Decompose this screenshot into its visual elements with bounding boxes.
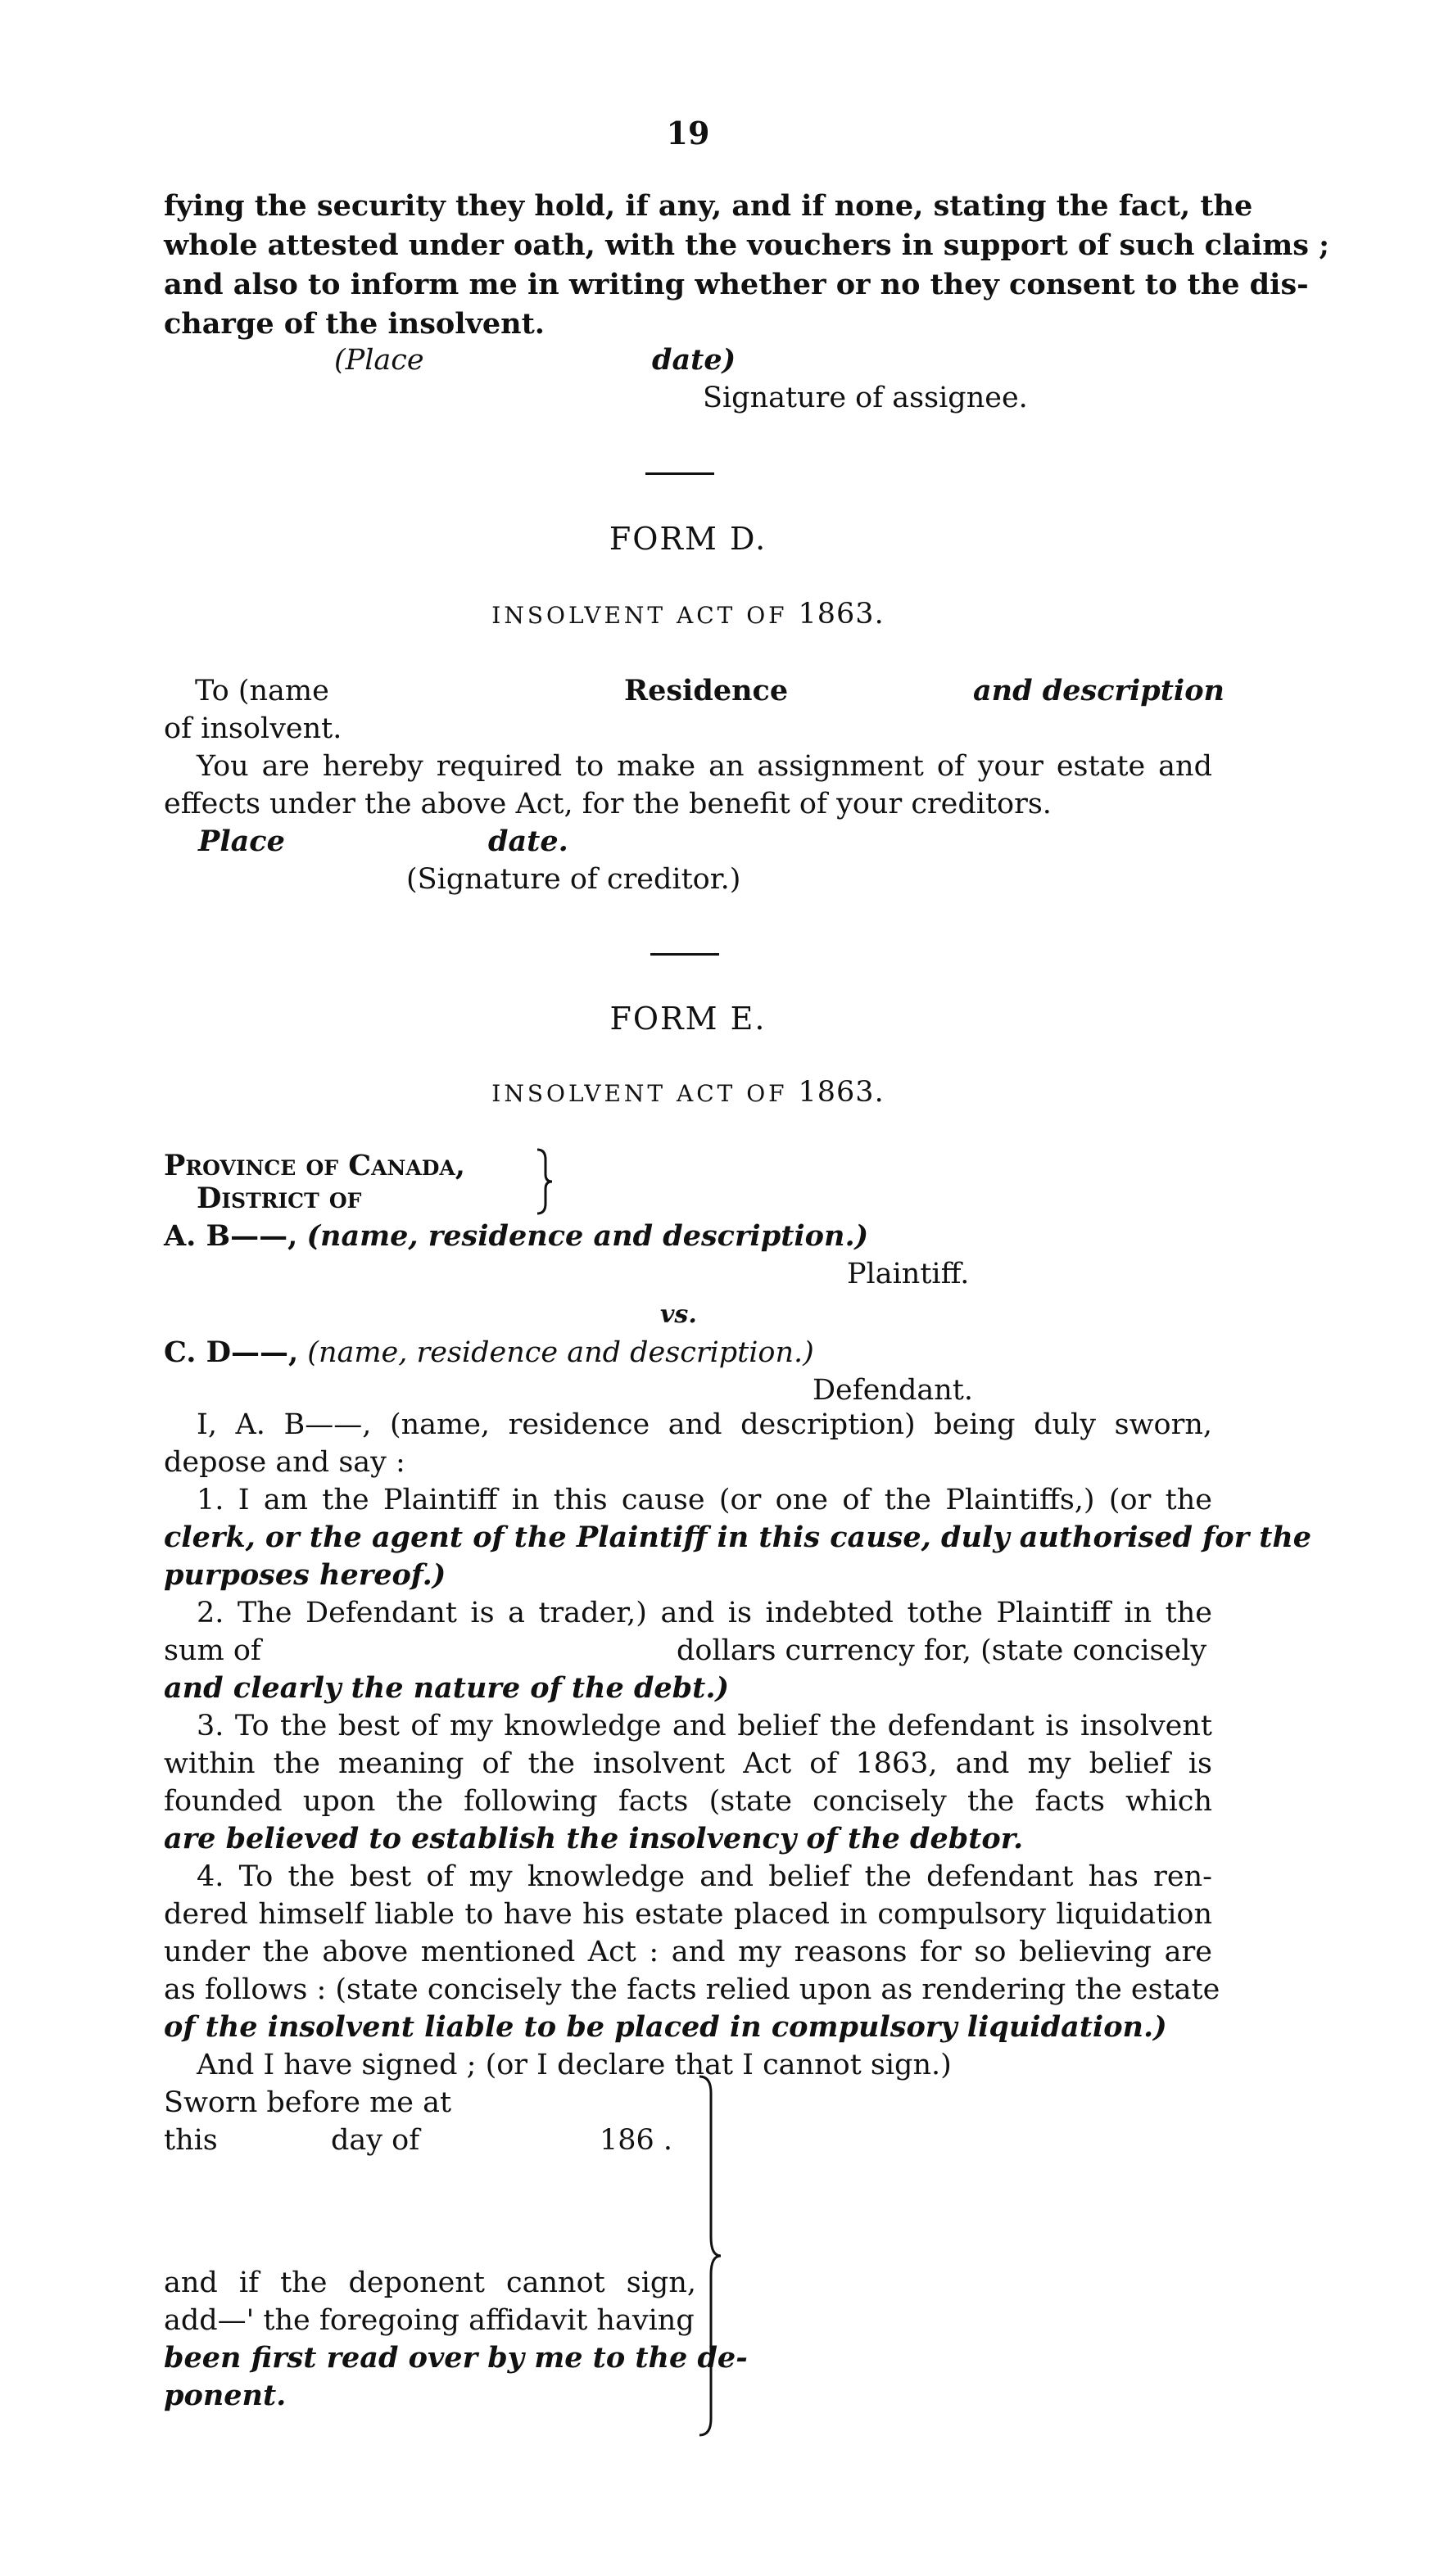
form-e-title: FORM E.: [609, 1001, 767, 1037]
jurat-year: 186 .: [600, 2124, 673, 2157]
form-d-title: FORM D.: [609, 521, 767, 557]
form-e-p2-sum-of: sum of: [164, 1634, 261, 1667]
form-e-p4-line-1: 4. To the best of my knowledge and belief the defendant has ren-: [197, 1860, 1212, 1893]
form-e-p4-line-5: of the insolvent liable to be placed in compulsory liquidation.): [164, 2010, 1167, 2044]
form-e-p2-line-1: 2. The Defendant is a trader,) and is indebted tothe Plaintiff in the: [197, 1597, 1212, 1629]
form-e-p4-line-2: dered himself liable to have his estate placed in compulsory liquidation: [164, 1898, 1212, 1931]
form-d-residence-label: Residence: [624, 674, 789, 707]
jurat-day-of: day of: [331, 2124, 420, 2157]
intro-signature: Signature of assignee.: [703, 382, 1028, 414]
form-e-p2-dollars: dollars currency for, (state concisely: [677, 1634, 1207, 1667]
form-d-act-label: INSOLVENT ACT OF: [491, 602, 788, 629]
form-e-p1-line-1: 1. I am the Plaintiff in this cause (or one of the Plaintiffs,) (or the: [197, 1484, 1212, 1516]
form-d-of-insolvent: of insolvent.: [164, 712, 342, 745]
intro-place-label: (Place: [334, 344, 424, 377]
caption-brace: [534, 1148, 554, 1215]
page-number: 19: [666, 115, 710, 151]
cannot-sign-line-3: been first read over by me to the de-: [164, 2341, 748, 2375]
form-e-signed-line: And I have signed ; (or I declare that I cannot sign.): [197, 2049, 952, 2081]
form-e-p3-line-2: within the meaning of the insolvent Act of 1863, and my belief is: [164, 1747, 1212, 1780]
intro-line-2: whole attested under oath, with the vouchers in support of such claims ;: [164, 228, 1330, 262]
form-e-province: Province of Canada,: [164, 1149, 465, 1182]
form-d-act-year: 1863.: [798, 598, 885, 630]
intro-line-4: charge of the insolvent.: [164, 307, 545, 341]
form-d-description-label: and description: [973, 674, 1225, 707]
form-e-p1-line-2: clerk, or the agent of the Plaintiff in this cause, duly authorised for the: [164, 1521, 1312, 1554]
form-d-body-line-1: You are hereby required to make an assignment of your estate and: [197, 750, 1212, 783]
form-e-defendant-line: [164, 1333, 814, 1372]
form-e-vs: vs.: [660, 1300, 697, 1329]
form-e-p4-line-4: as follows : (state concisely the facts relied upon as rendering the estate: [164, 1973, 1220, 2006]
jurat-this: this: [164, 2124, 218, 2157]
form-e-p3-line-4: are believed to establish the insolvency of the debtor.: [164, 1822, 1024, 1855]
form-e-oath-line-1: I, A. B——, (name, residence and description) being duly sworn,: [197, 1408, 1212, 1441]
form-e-district: District of: [197, 1182, 362, 1215]
form-e-oath-line-2: depose and say :: [164, 1446, 405, 1479]
form-e-act-heading: [0, 1076, 1376, 1109]
form-e-p1-line-3: purposes hereof.): [164, 1558, 446, 1592]
cannot-sign-line-4: ponent.: [164, 2379, 287, 2412]
form-d-act-heading: [0, 598, 1376, 630]
intro-line-3: and also to inform me in writing whether or no they consent to the dis-: [164, 268, 1309, 301]
form-d-signature: (Signature of creditor.): [406, 863, 741, 896]
jurat-brace: [696, 2073, 724, 2438]
form-d-to-line: [195, 671, 329, 711]
form-e-p3-line-3: founded upon the following facts (state concisely the facts which: [164, 1785, 1212, 1818]
form-e-p3-line-1: 3. To the best of my knowledge and belief the defendant is insolvent: [197, 1710, 1212, 1742]
form-e-defendant-desc: (name, residence and description.): [307, 1336, 814, 1369]
form-e-plaintiff-label: Plaintiff.: [847, 1258, 970, 1290]
cannot-sign-line-2-text: add—' the foregoing affidavit having: [164, 2304, 695, 2337]
form-e-act-label: INSOLVENT ACT OF: [491, 1080, 788, 1107]
form-e-defendant-label: Defendant.: [813, 1374, 973, 1407]
cannot-sign-line-1: and if the deponent cannot sign,: [164, 2266, 696, 2299]
form-e-defendant-name: C. D——,: [164, 1335, 299, 1369]
form-e-act-year: 1863.: [798, 1076, 885, 1109]
form-d-place-label: Place: [198, 825, 285, 858]
form-d-body-line-2: effects under the above Act, for the benefit of your creditors.: [164, 788, 1052, 820]
divider-rule-2: [650, 953, 719, 956]
divider-rule-1: [645, 472, 714, 475]
form-e-plaintiff-desc: (name, residence and description.): [306, 1219, 869, 1253]
form-d-date-label: date.: [488, 825, 568, 858]
jurat-sworn: Sworn before me at: [164, 2086, 452, 2119]
intro-line-1: fying the security they hold, if any, and if none, stating the fact, the: [164, 189, 1253, 223]
form-d-to-label: To (name: [195, 675, 329, 707]
form-e-p4-line-3: under the above mentioned Act : and my reasons for so believing are: [164, 1936, 1212, 1968]
form-e-plaintiff-name: A. B——,: [164, 1219, 298, 1253]
cannot-sign-line-2: [164, 2301, 696, 2340]
intro-date-label: date): [652, 343, 736, 377]
form-e-plaintiff-line: [164, 1217, 868, 1256]
form-e-p2-line-4: and clearly the nature of the debt.): [164, 1671, 730, 1705]
